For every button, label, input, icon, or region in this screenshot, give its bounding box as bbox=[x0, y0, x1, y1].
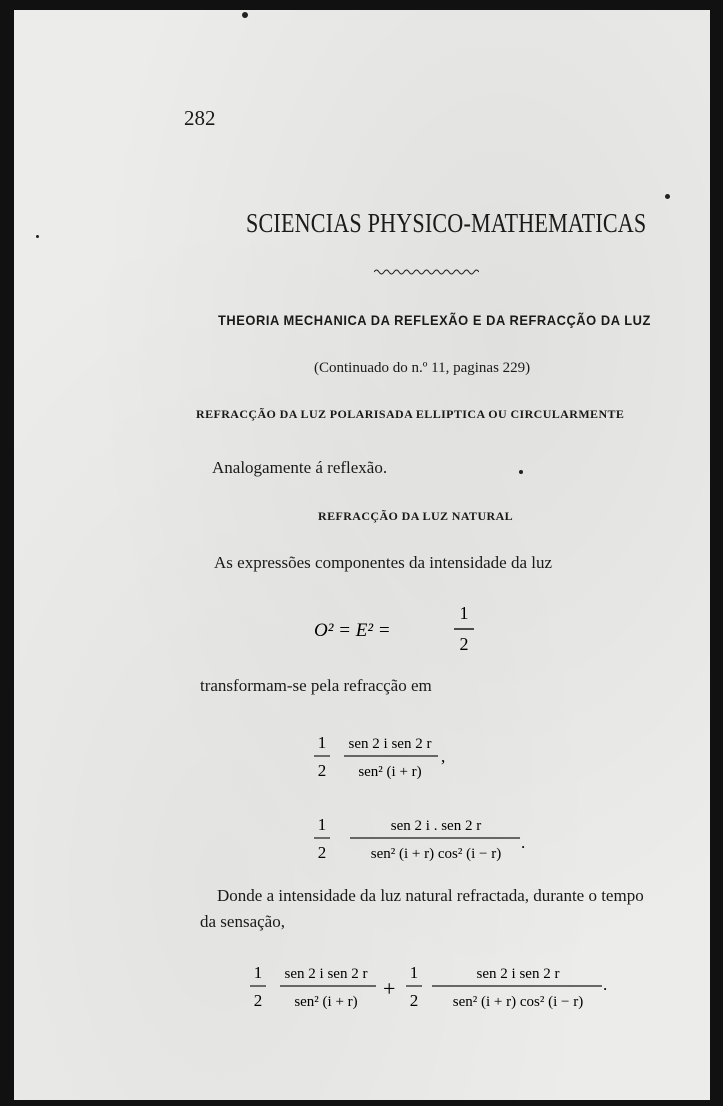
eq3-den: sen² (i + r) cos² (i − r) bbox=[370, 846, 502, 862]
eq4-plus: + bbox=[383, 976, 396, 1001]
eq2-trail: , bbox=[441, 747, 446, 766]
eq4-t2-num: sen 2 i sen 2 r bbox=[476, 966, 560, 982]
eq4-t2-coef-num: 1 bbox=[409, 963, 419, 982]
paragraph-sensacao: da sensação, bbox=[200, 912, 285, 931]
eq2-num: sen 2 i sen 2 r bbox=[348, 736, 432, 752]
equation-refracted-2 bbox=[310, 806, 540, 866]
eq4-t2-coef-den: 2 bbox=[409, 991, 419, 1010]
eq4-t1-coef-den: 2 bbox=[253, 991, 263, 1010]
eq1-lhs: O² = E² = bbox=[314, 620, 391, 641]
equation-total-intensity bbox=[246, 954, 616, 1014]
eq2-coef-den: 2 bbox=[317, 761, 327, 780]
continued-note: (Continuado do n.º 11, paginas 229) bbox=[314, 360, 531, 376]
paragraph-donde: Donde a intensidade da luz natural refractada, durante o tempo bbox=[217, 886, 644, 905]
equation-refracted-1 bbox=[310, 724, 470, 784]
document-page bbox=[14, 10, 710, 1100]
speck bbox=[519, 470, 523, 474]
eq3-coef-den: 2 bbox=[317, 843, 327, 862]
eq4-t2-den: sen² (i + r) cos² (i − r) bbox=[452, 994, 584, 1010]
eq3-num: sen 2 i . sen 2 r bbox=[390, 818, 482, 834]
eq2-coef-num: 1 bbox=[317, 733, 327, 752]
page-number: 282 bbox=[184, 106, 216, 130]
eq2-den: sen² (i + r) bbox=[358, 764, 422, 780]
eq4-t1-den: sen² (i + r) bbox=[294, 994, 358, 1010]
speck bbox=[665, 194, 670, 199]
eq4-trail: . bbox=[603, 975, 608, 994]
equation-intensity bbox=[314, 595, 494, 665]
paragraph-expressoes: As expressões componentes da intensidade da luz bbox=[214, 553, 553, 572]
heading-refraccao-luz-natural: REFRACÇÃO DA LUZ NATURAL bbox=[318, 509, 514, 523]
speck bbox=[242, 12, 248, 18]
eq3-trail: . bbox=[521, 833, 526, 852]
subtitle: REFRACÇÃO DA LUZ POLARISADA ELLIPTICA OU CIRCULARMENTE bbox=[196, 407, 625, 421]
eq1-num: 1 bbox=[459, 603, 469, 623]
eq4-t1-coef-num: 1 bbox=[253, 963, 263, 982]
speck bbox=[36, 235, 39, 238]
article-title: THEORIA MECHANICA DA REFLEXÃO E DA REFRACÇÃO DA LUZ bbox=[218, 312, 651, 328]
eq4-t1-num: sen 2 i sen 2 r bbox=[284, 966, 368, 982]
eq1-den: 2 bbox=[459, 634, 469, 654]
section-title: SCIENCIAS PHYSICO-MATHEMATICAS bbox=[246, 208, 647, 238]
ornament-divider bbox=[374, 268, 479, 276]
paragraph-analogamente: Analogamente á reflexão. bbox=[212, 458, 388, 477]
eq3-coef-num: 1 bbox=[317, 815, 327, 834]
paragraph-transformam: transformam-se pela refracção em bbox=[200, 676, 432, 695]
